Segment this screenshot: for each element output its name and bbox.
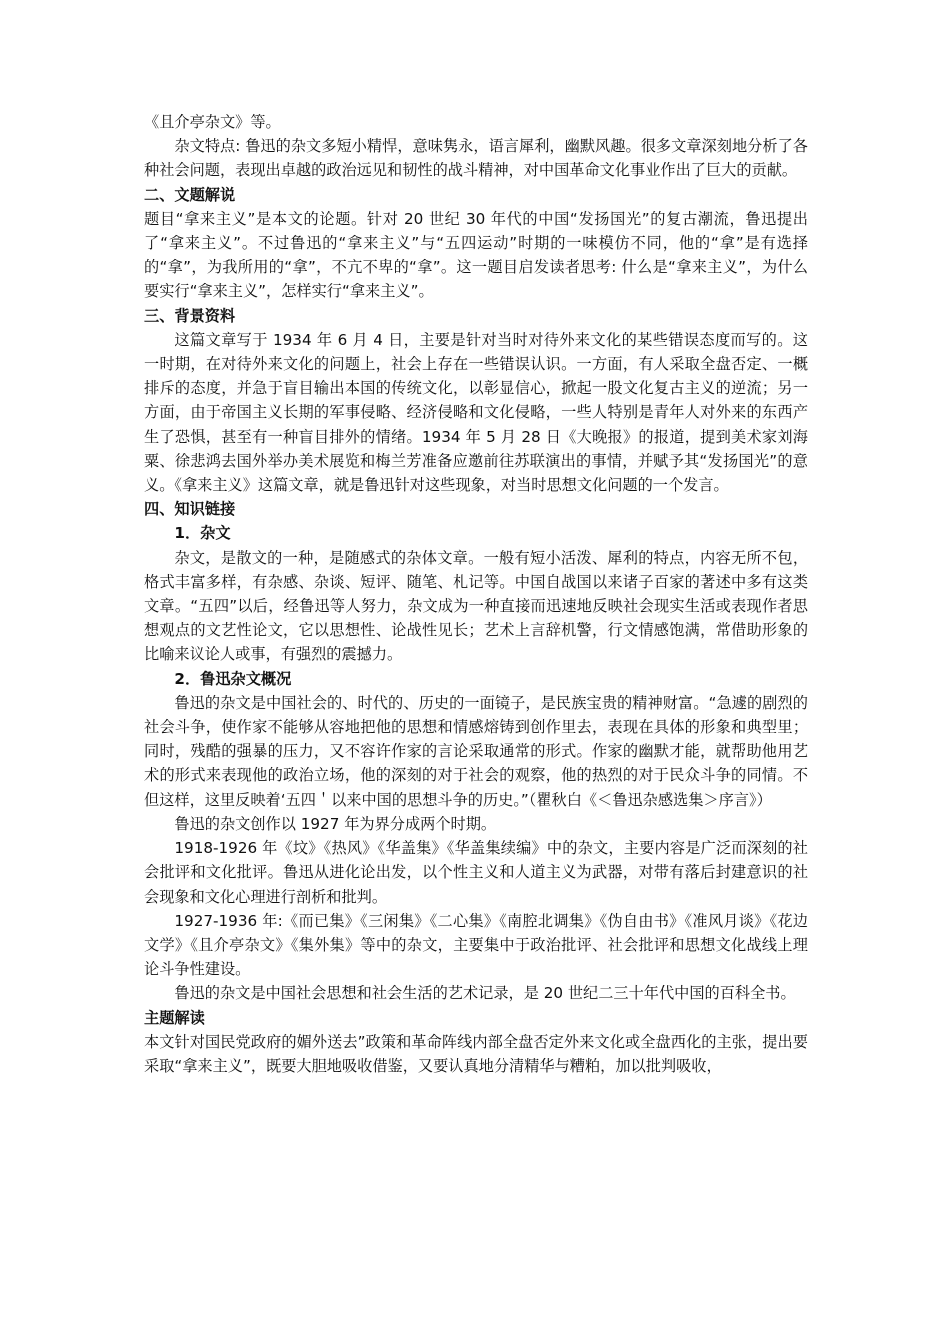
section-heading: 二、文题解说	[144, 185, 236, 204]
paragraph: 《且介亭杂文》等。	[144, 113, 281, 131]
document-page	[144, 110, 808, 1078]
paragraph: 本文针对国民党政府的媚外送去”政策和革命阵线内部全盘否定外来文化或全盘西化的主张，提出要采取“拿来主义”，既要大胆地吸收借鉴，又要认真地分清精华与糟粕，加以批判吸收，	[144, 1032, 808, 1075]
paragraph: 鲁迅的杂文是中国社会思想和社会生活的艺术记录，是 20 世纪二三十年代中国的百科全书。	[174, 984, 796, 1003]
paragraph: 鲁迅的杂文创作以 1927 年为界分成两个时期。	[174, 814, 497, 833]
paragraph: 题目“拿来主义”是本文的论题。针对 20 世纪 30 年代的中国“发扬国光”的复古潮流，鲁迅提出了“拿来主义”。不过鲁迅的“拿来主义”与“五四运动”时期的一味模仿不同，他的“拿”是有选择的“拿”，为我所用的“拿”，不亢不卑的“拿”。这一题目启发读者思考: 什么是“拿来主义”，为什么要实行“拿来主义”，怎样实行“拿来主义”。	[144, 209, 808, 301]
section-heading: 三、背景资料	[144, 306, 236, 325]
paragraph: 这篇文章写于 1934 年 6 月 4 日，主要是针对当时对待外来文化的某些错误态度而写的。这一时期，在对待外来文化的问题上，社会上存在一些错误认识。一方面，有人采取全盘否定、一概排斥的态度，并急于盲目输出本国的传统文化，以彰显信心，掀起一股文化复古主义的逆流；另一方面，由于帝国主义长期的军事侵略、经济侵略和文化侵略，一些人特别是青年人对外来的东西产生了恐惧，甚至有一种盲目排外的情绪。1934 年 5 月 28 日《大晚报》的报道，提到美术家刘海粟、徐悲鸿去国外举办美术展览和梅兰芳准备应邀前往苏联演出的事情，并赋予其“发扬国光”的意义。《拿来主义》这篇文章，就是鲁迅针对这些现象，对当时思想文化问题的一个发言。	[144, 330, 808, 495]
paragraph: 杂文，是散文的一种，是随感式的杂体文章。一般有短小活泼、犀利的特点，内容无所不包，格式丰富多样，有杂感、杂谈、短评、随笔、札记等。中国自战国以来诸子百家的著述中多有这类文章。“五四”以后，经鲁迅等人努力，杂文成为一种直接而迅速地反映社会现实生活或表现作者思想观点的文艺性论文，它以思想性、论战性见长；艺术上言辞机警，行文情感饱满，常借助形象的比喻来议论人或事，有强烈的震撼力。	[144, 548, 808, 664]
paragraph: 1927-1936 年:《而已集》《三闲集》《二心集》《南腔北调集》《伪自由书》《准风月谈》《花边文学》《且介亭杂文》《集外集》等中的杂文，主要集中于政治批评、社会批评和思想文化战线上理论斗争性建设。	[144, 911, 808, 979]
paragraph: 1918-1926 年《坟》《热风》《华盖集》《华盖集续编》中的杂文，主要内容是广泛而深刻的社会批评和文化批评。鲁迅从进化论出发，以个性主义和人道主义为武器，对带有落后封建意识的社会现象和文化心理进行剖析和批判。	[144, 839, 808, 906]
paragraph: 杂文特点: 鲁迅的杂文多短小精悍，意味隽永，语言犀利，幽默风趣。很多文章深刻地分析了各种社会问题，表现出卓越的政治远见和韧性的战斗精神，对中国革命文化事业作出了巨大的贡献。	[144, 137, 808, 180]
section-heading: 四、知识链接	[144, 500, 236, 519]
subsection-heading: 2．鲁迅杂文概况	[174, 669, 292, 688]
section-heading: 主题解读	[144, 1008, 205, 1027]
paragraph: 鲁迅的杂文是中国社会的、时代的、历史的一面镜子，是民族宝贵的精神财富。“急遽的剧烈的社会斗争，使作家不能够从容地把他的思想和情感熔铸到创作里去，表现在具体的形象和典型里；同时，残酷的强暴的压力，又不容许作家的言论采取通常的形式。作家的幽默才能，就帮助他用艺术的形式来表现他的政治立场，他的深刻的对于社会的观察，他的热烈的对于民众斗争的同情。不但这样，这里反映着‘五四＇以来中国的思想斗争的历史。”（瞿秋白《＜鲁迅杂感选集＞序言》）	[144, 693, 808, 809]
subsection-heading: 1．杂文	[174, 524, 231, 543]
